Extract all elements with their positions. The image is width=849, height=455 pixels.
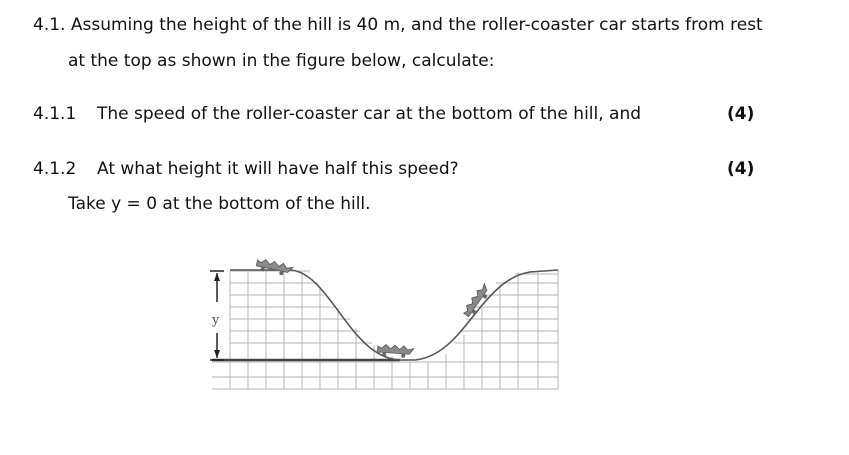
question-intro-line-2: at the top as shown in the figure below, calculate:	[68, 51, 495, 71]
subquestion-1-marks: (4)	[727, 104, 755, 124]
subquestion-2-marks: (4)	[727, 159, 755, 179]
coaster-car-climbing	[462, 283, 492, 319]
coaster-car-top	[256, 258, 294, 277]
question-intro-line-1	[33, 14, 763, 36]
subquestion-2-text: At what height it will have half this speed?	[97, 159, 459, 179]
height-label: y	[212, 313, 220, 328]
question-intro-text: Assuming the height of the hill is 40 m, and the roller-coaster car starts from rest	[70, 15, 763, 35]
subquestion-2-number: 4.1.2	[33, 159, 77, 179]
subquestion-1	[33, 103, 641, 125]
reference-note: Take y = 0 at the bottom of the hill.	[68, 194, 371, 214]
subquestion-1-number: 4.1.1	[33, 104, 77, 124]
subquestion-2	[33, 158, 459, 180]
roller-coaster-figure	[200, 250, 570, 400]
subquestion-1-text: The speed of the roller-coaster car at the bottom of the hill, and	[97, 104, 642, 124]
support-grid	[212, 270, 558, 389]
question-number: 4.1.	[33, 15, 66, 35]
